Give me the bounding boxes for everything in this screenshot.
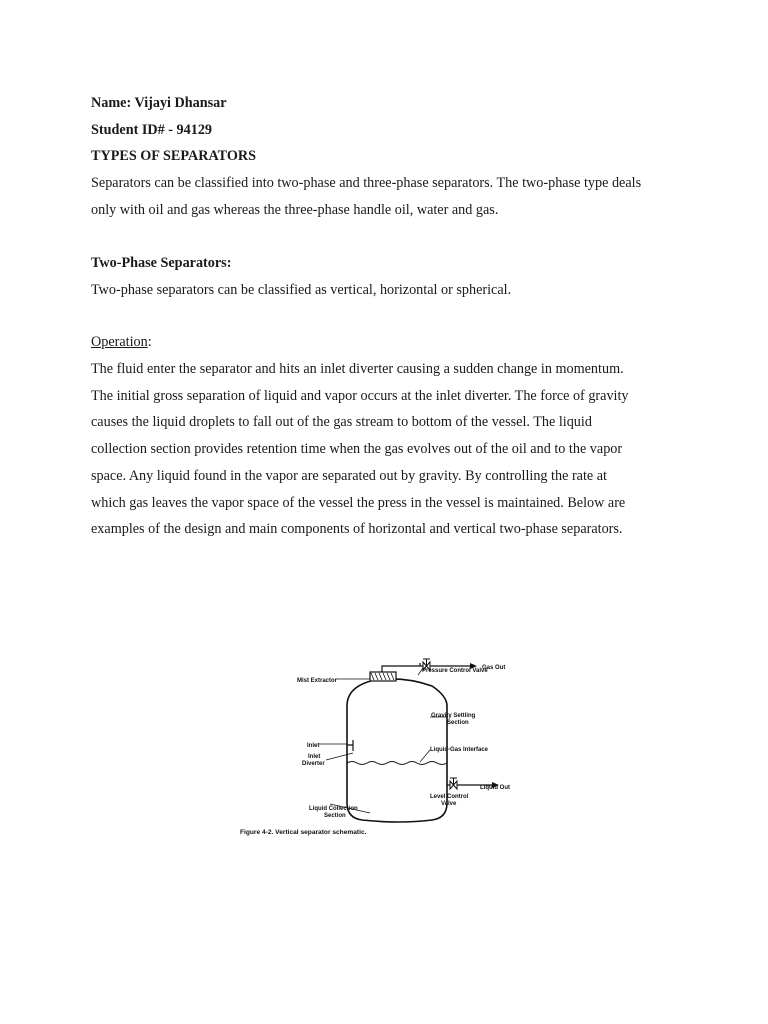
two-phase-text: Two-phase separators can be classified as vertical, horizontal or spherical. xyxy=(91,282,512,298)
intro-line-2: only with oil and gas whereas the three-phase handle oil, water and gas. xyxy=(91,202,499,218)
operation-line-6: which gas leaves the vapor space of the vessel the press in the vessel is maintained. Below are xyxy=(91,495,626,511)
label-gravity-section: Section xyxy=(447,720,469,726)
label-inlet-diverter-1: Inlet xyxy=(308,754,321,760)
two-phase-heading: Two-Phase Separators: xyxy=(91,255,232,271)
label-liquid-collection: Liquid Collection xyxy=(309,806,358,812)
label-liquid-collection-section: Section xyxy=(324,813,346,819)
label-liquid-out: Liquid Out xyxy=(480,785,510,791)
vertical-separator-figure xyxy=(230,658,530,848)
student-id-line: Student ID# - 94129 xyxy=(91,122,213,138)
operation-line-2: The initial gross separation of liquid and vapor occurs at the inlet diverter. The force of gravity xyxy=(91,388,629,404)
label-gas-out: Gas Out xyxy=(482,665,506,671)
operation-line-4: collection section provides retention time when the gas evolves out of the oil and to the vapor xyxy=(91,441,623,457)
operation-line-7: examples of the design and main components of horizontal and vertical two-phase separators. xyxy=(91,521,623,537)
operation-line-5: space. Any liquid found in the vapor are separated out by gravity. By controlling the rate at xyxy=(91,468,607,484)
inlet-diverter xyxy=(347,740,353,751)
operation-line-3: causes the liquid droplets to fall out of the gas stream to bottom of the vessel. The liquid xyxy=(91,414,592,430)
label-liquid-gas-interface: Liquid-Gas Interface xyxy=(430,747,489,753)
label-level-control-valve: Valve xyxy=(441,801,457,807)
label-level-control: Level Control xyxy=(430,794,469,800)
label-inlet: Inlet xyxy=(307,743,320,749)
operation-line-1: The fluid enter the separator and hits an inlet diverter causing a sudden change in momentum. xyxy=(91,361,624,377)
operation-heading-colon: : xyxy=(147,334,152,350)
label-inlet-diverter-2: Diverter xyxy=(302,761,325,767)
label-pressure-control-valve: Pressure Control Valve xyxy=(422,668,488,674)
label-mist-extractor: Mist Extractor xyxy=(297,678,338,684)
operation-heading-text: Operation xyxy=(91,334,148,350)
figure-caption: Figure 4-2. Vertical separator schematic. xyxy=(240,829,367,836)
liquid-gas-interface-line xyxy=(347,762,447,765)
operation-heading xyxy=(91,333,152,351)
intro-line-1: Separators can be classified into two-phase and three-phase separators. The two-phase type deals xyxy=(91,175,642,191)
separator-schematic xyxy=(230,658,530,848)
name-line: Name: Vijayi Dhansar xyxy=(91,95,227,111)
label-gravity-settling: Gravity Settling xyxy=(431,713,476,719)
document-title: TYPES OF SEPARATORS xyxy=(91,148,257,164)
